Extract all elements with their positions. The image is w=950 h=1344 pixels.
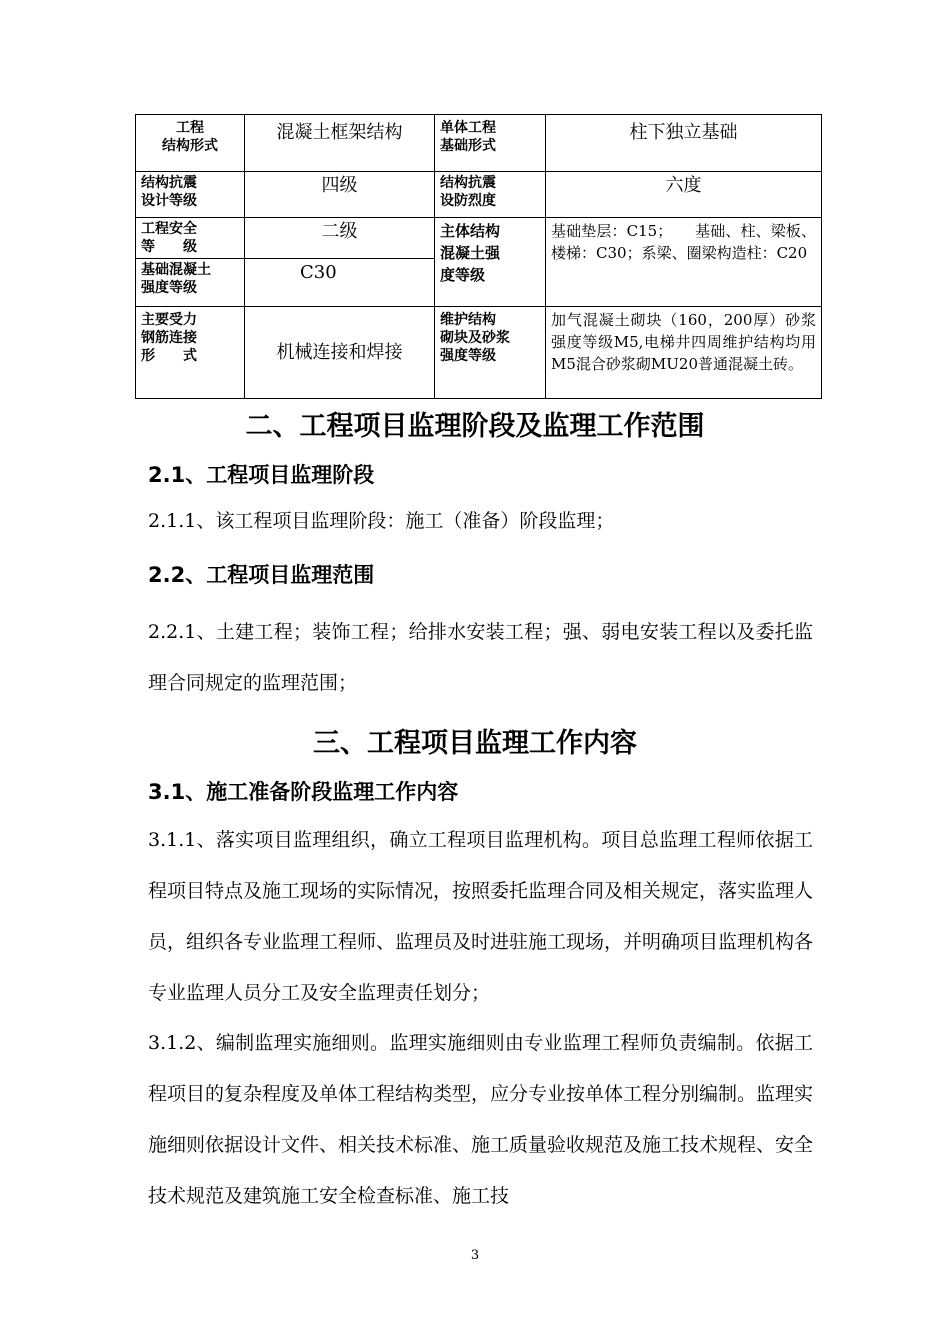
- foundation-form-value: 柱下独立基础: [546, 115, 822, 172]
- page-number: 3: [470, 1248, 480, 1263]
- seismic-design-grade-value: 四级: [245, 172, 435, 218]
- foundation-concrete-grade-value: C30: [245, 259, 435, 307]
- safety-grade-label: 工程安全 等 级: [136, 218, 245, 259]
- masonry-grade-label: 维护结构 砌块及砂浆 强度等级: [435, 307, 546, 399]
- safety-grade-value: 二级: [245, 218, 435, 259]
- section-3-heading: 三、工程项目监理工作内容: [313, 728, 637, 759]
- rebar-connection-value: 机械连接和焊接: [245, 307, 435, 399]
- seismic-intensity-value: 六度: [546, 172, 822, 218]
- table-row: [136, 307, 822, 399]
- section-3-1-heading: 3.1、施工准备阶段监理工作内容: [148, 780, 459, 804]
- section-2-2-heading: 2.2、工程项目监理范围: [148, 563, 375, 587]
- project-info-table: [135, 114, 822, 399]
- rebar-connection-label: 主要受力 钢筋连接 形 式: [136, 307, 245, 399]
- structure-form-value: 混凝土框架结构: [245, 115, 435, 172]
- table-row: [136, 115, 822, 172]
- foundation-form-label: 单体工程 基础形式: [435, 115, 546, 172]
- table-row: [136, 172, 822, 218]
- section-2-1-1-paragraph: 2.1.1、该工程项目监理阶段：施工（准备）阶段监理；: [148, 510, 615, 532]
- section-2-1-heading: 2.1、工程项目监理阶段: [148, 463, 375, 487]
- foundation-concrete-grade-label: 基础混凝土 强度等级: [136, 259, 245, 307]
- seismic-intensity-label: 结构抗震 设防烈度: [435, 172, 546, 218]
- section-3-1-2-paragraph: 3.1.2、编制监理实施细则。监理实施细则由专业监理工程师负责编制。依据工程项目的复杂程度及单体工程结构类型，应分专业按单体工程分别编制。监理实施细则依据设计文件、相关技术标准、施工质量验收规范及施工技术规程、安全技术规范及建筑施工安全检查标准、施工技: [148, 1032, 814, 1207]
- main-concrete-grade-label: 主体结构 混凝土强 度等级: [435, 218, 546, 307]
- main-concrete-grade-value: 基础垫层：C15； 基础、柱、梁板、楼梯：C30；系梁、圈梁构造柱：C20: [546, 218, 822, 307]
- section-3-1-1-paragraph: 3.1.1、落实项目监理组织，确立工程项目监理机构。项目总监理工程师依据工程项目特点及施工现场的实际情况，按照委托监理合同及相关规定，落实监理人员，组织各专业监理工程师、监理员及时进驻施工现场，并明确项目监理机构各专业监理人员分工及安全监理责任划分；: [148, 829, 814, 1004]
- section-2-2-1-paragraph: 2.2.1、土建工程；装饰工程；给排水安装工程；强、弱电安装工程以及委托监理合同规定的监理范围；: [148, 621, 813, 694]
- table-row: [136, 218, 822, 259]
- masonry-grade-value: 加气混凝土砌块（160，200厚）砂浆强度等级M5,电梯井四周维护结构均用M5混合砂浆砌MU20普通混凝土砖。: [546, 307, 822, 399]
- seismic-design-grade-label: 结构抗震 设计等级: [136, 172, 245, 218]
- structure-form-label: 工程 结构形式: [136, 115, 245, 172]
- section-2-heading: 二、工程项目监理阶段及监理工作范围: [245, 411, 705, 442]
